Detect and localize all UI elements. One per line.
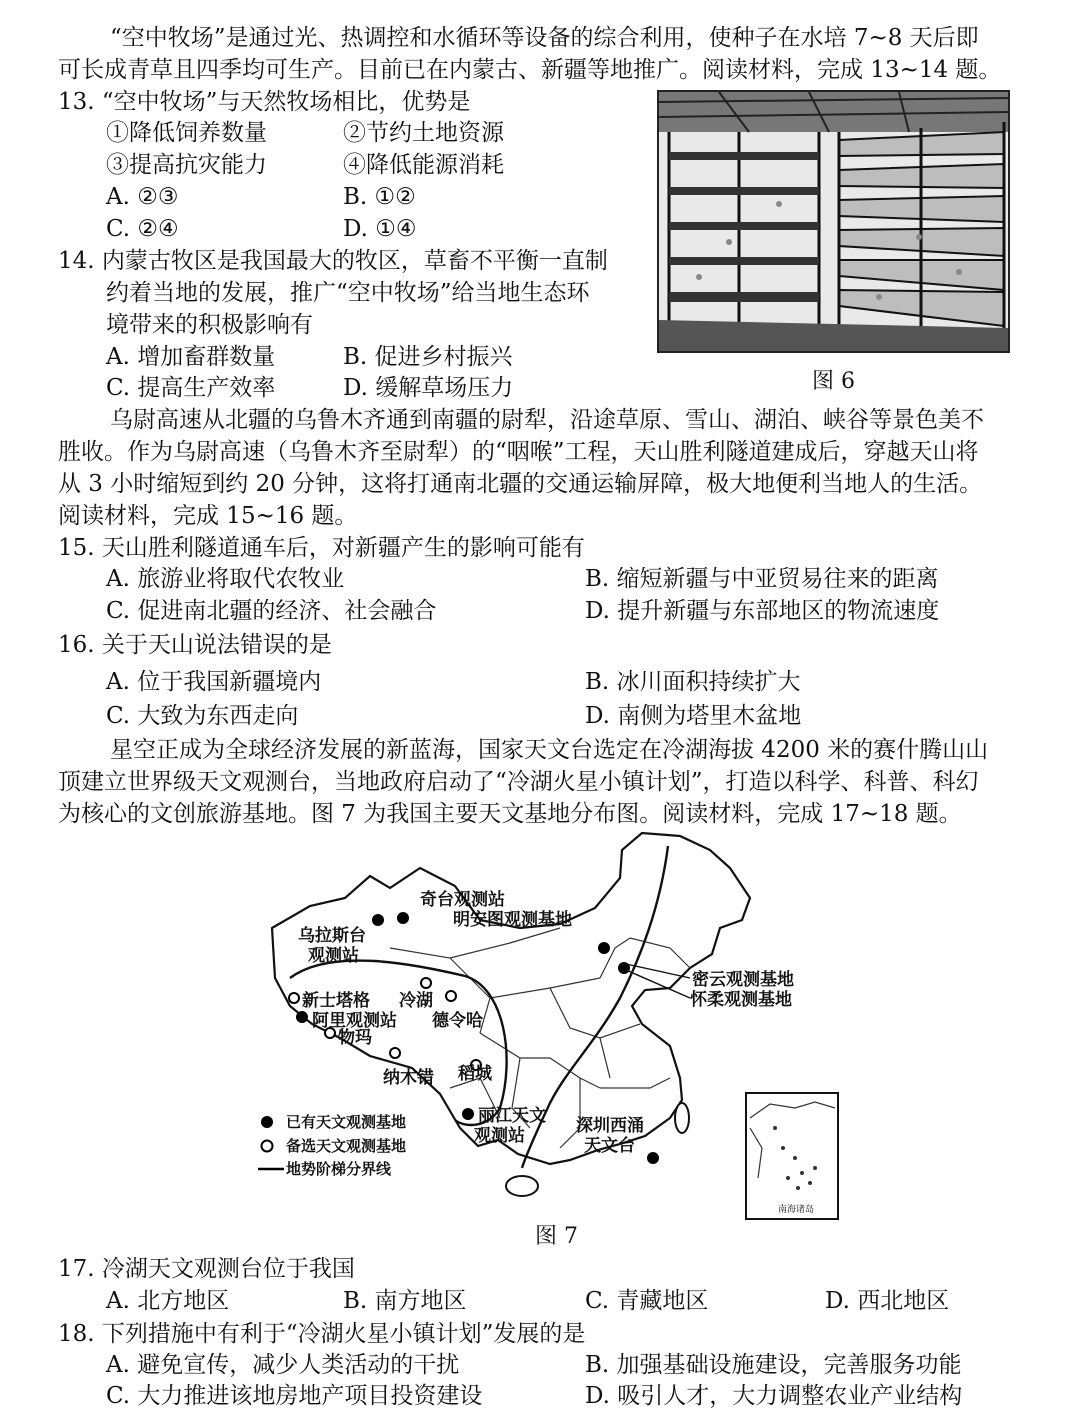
q18-option-a: A. 避免宣传，减少人类活动的干扰 <box>106 1352 460 1378</box>
figure-6-photo <box>657 90 1010 353</box>
q17-option-a: A. 北方地区 <box>106 1288 230 1314</box>
figure-7-map <box>250 828 850 1220</box>
q18-option-d: D. 吸引人才，大力调整农业产业结构 <box>585 1383 963 1409</box>
q13-item-3: ③提高抗灾能力 <box>106 152 267 178</box>
label-xinshi: 新士塔格 <box>302 991 370 1011</box>
intro-paragraph-line: 为核心的文创旅游基地。图 7 为我国主要天文基地分布图。阅读材料，完成 17~18 题。 <box>58 801 962 827</box>
label-delingha: 德令哈 <box>432 1011 483 1031</box>
legend-candidate-symbol <box>262 1141 273 1152</box>
intro-paragraph-line: 阅读材料，完成 15~16 题。 <box>58 503 358 529</box>
q13-item-2: ②节约土地资源 <box>343 120 504 146</box>
q13-option-c: C. ②④ <box>106 216 179 242</box>
label-daocheng: 稻城 <box>458 1064 492 1084</box>
label-lijiang: 丽江天文 <box>478 1106 546 1126</box>
q18-option-b: B. 加强基础设施建设，完善服务功能 <box>585 1352 962 1378</box>
hydroponic-racks-illustration <box>659 92 1008 351</box>
intro-paragraph-line: 顶建立世界级天文观测台，当地政府启动了“冷湖火星小镇计划”，打造以科学、科普、科幻 <box>58 769 979 795</box>
intro-paragraph-line: 星空正成为全球经济发展的新蓝海，国家天文台选定在冷湖海拔 4200 米的赛什腾山山 <box>110 737 989 763</box>
q13-option-a: A. ②③ <box>106 184 179 210</box>
label-ali: 阿里观测站 <box>312 1011 397 1031</box>
q13-option-d: D. ①④ <box>343 216 417 242</box>
question-15-stem: 15. 天山胜利隧道通车后，对新疆产生的影响可能有 <box>58 535 585 561</box>
intro-paragraph-line: “空中牧场”是通过光、热调控和水循环等设备的综合利用，使种子在水培 7~8 天后即 <box>110 25 979 51</box>
label-miyun: 密云观测基地 <box>692 970 794 990</box>
q15-option-c: C. 促进南北疆的经济、社会融合 <box>106 598 437 624</box>
q17-option-b: B. 南方地区 <box>343 1288 467 1314</box>
q13-item-1: ①降低饲养数量 <box>106 120 267 146</box>
question-18-stem: 18. 下列措施中有利于“冷湖火星小镇计划”发展的是 <box>58 1321 586 1347</box>
q14-option-b: B. 促进乡村振兴 <box>343 344 513 370</box>
label-qitai: 奇台观测站 <box>420 890 505 910</box>
q14-option-c: C. 提高生产效率 <box>106 375 276 401</box>
q15-option-b: B. 缩短新疆与中亚贸易往来的距离 <box>585 566 939 592</box>
question-14-stem-line: 14. 内蒙古牧区是我国最大的牧区，草畜不平衡一直制 <box>58 248 608 274</box>
label-huairou: 怀柔观测基地 <box>690 990 792 1010</box>
q17-option-c: C. 青藏地区 <box>585 1288 709 1314</box>
legend-candidate: 备选天文观测基地 <box>286 1137 407 1155</box>
label-wulasitai: 乌拉斯台 <box>298 926 366 946</box>
question-14-stem-line: 约着当地的发展，推广“空中牧场”给当地生态环 <box>106 280 590 306</box>
question-16-stem: 16. 关于天山说法错误的是 <box>58 632 332 658</box>
figure-6-caption: 图 6 <box>812 369 855 394</box>
intro-paragraph-line: 可长成青草且四季均可生产。目前已在内蒙古、新疆等地推广。阅读材料，完成 13~14 题。 <box>58 57 1002 83</box>
q17-option-d: D. 西北地区 <box>825 1288 950 1314</box>
question-13-stem: 13. “空中牧场”与天然牧场相比，优势是 <box>58 89 471 115</box>
label-mingantu: 明安图观测基地 <box>453 910 572 930</box>
label-lijiang-2: 观测站 <box>474 1126 525 1146</box>
label-shenzhen: 深圳西涌 <box>576 1116 644 1136</box>
q15-option-a: A. 旅游业将取代农牧业 <box>106 566 345 592</box>
intro-paragraph-line: 从 3 小时缩短到约 20 分钟，这将打通南北疆的交通运输屏障，极大地便利当地人的生活。 <box>58 471 983 497</box>
q16-option-d: D. 南侧为塔里木盆地 <box>585 703 802 729</box>
q13-option-b: B. ①② <box>343 184 416 210</box>
legend-existing-symbol <box>261 1116 273 1128</box>
question-14-stem-line: 境带来的积极影响有 <box>106 312 313 338</box>
south-china-sea-inset <box>746 1093 838 1219</box>
label-lenghu: 冷湖 <box>399 991 433 1011</box>
q16-option-a: A. 位于我国新疆境内 <box>106 669 322 695</box>
q16-option-b: B. 冰川面积持续扩大 <box>585 669 801 695</box>
intro-paragraph-line: 乌尉高速从北疆的乌鲁木齐通到南疆的尉犁，沿途草原、雪山、湖泊、峡谷等景色美不 <box>110 407 984 433</box>
legend-existing: 已有天文观测基地 <box>286 1113 407 1131</box>
figure-7-caption: 图 7 <box>535 1224 578 1249</box>
label-wuma: 物玛 <box>338 1028 372 1048</box>
label-wulasitai-2: 观测站 <box>308 946 359 966</box>
legend-boundary: 地势阶梯分界线 <box>286 1160 392 1178</box>
q18-option-c: C. 大力推进该地房地产项目投资建设 <box>106 1383 483 1409</box>
q15-option-d: D. 提升新疆与东部地区的物流速度 <box>585 598 940 624</box>
question-17-stem: 17. 冷湖天文观测台位于我国 <box>58 1256 355 1282</box>
q14-option-d: D. 缓解草场压力 <box>343 375 514 401</box>
inset-label: 南海诸岛 <box>777 1205 815 1215</box>
label-shenzhen-2: 天文台 <box>584 1136 635 1156</box>
q13-item-4: ④降低能源消耗 <box>343 152 504 178</box>
q16-option-c: C. 大致为东西走向 <box>106 703 299 729</box>
label-namucuo: 纳木错 <box>383 1068 434 1088</box>
intro-paragraph-line: 胜收。作为乌尉高速（乌鲁木齐至尉犁）的“咽喉”工程，天山胜利隧道建成后，穿越天山将 <box>58 439 979 465</box>
q14-option-a: A. 增加畜群数量 <box>106 344 276 370</box>
